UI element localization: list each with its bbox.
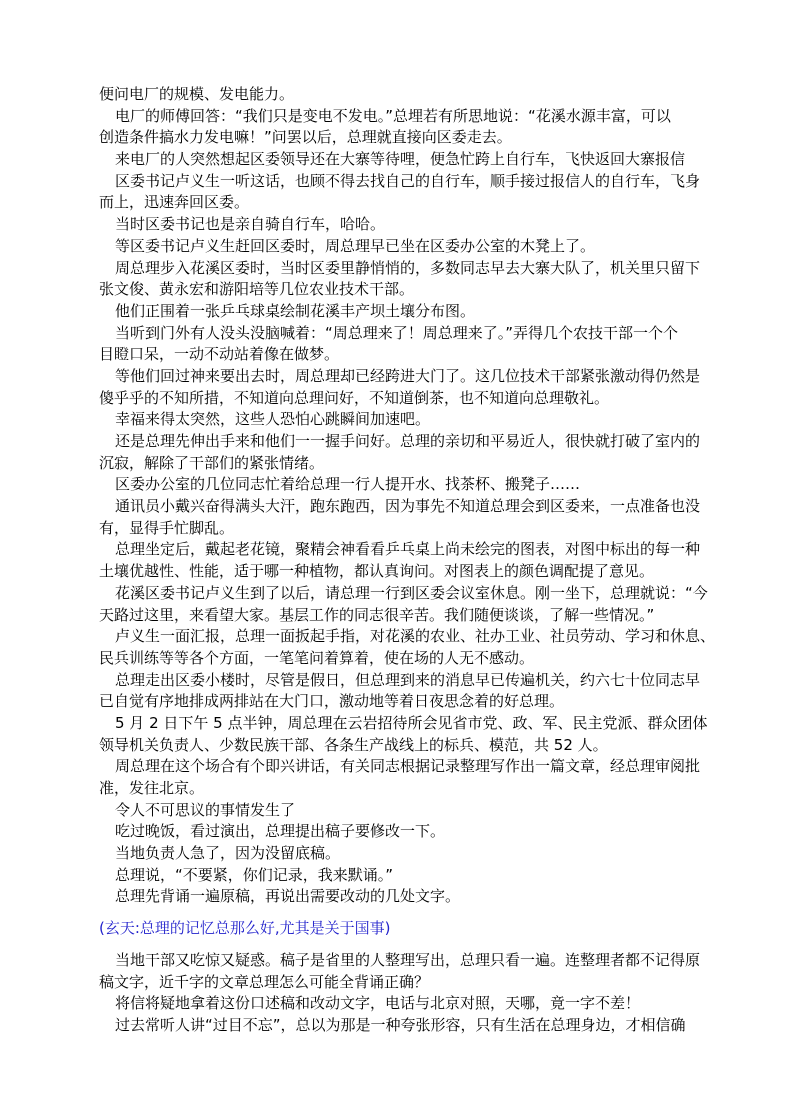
text-line: 已自觉有序地排成两排站在大门口，激动地等着日夜思念着的好总理。 — [99, 692, 565, 711]
text-line: 周总理步入花溪区委时，当时区委里静悄悄的，多数同志早去大寨大队了，机关里只留下 — [115, 258, 701, 277]
text-line: 傻乎乎的不知所措，不知道向总理问好，不知道倒茶，也不知道向总理敬礼。 — [99, 388, 610, 407]
text-line: 他们正围着一张乒乓球桌绘制花溪丰产坝土壤分布图。 — [115, 301, 476, 320]
document-page — [99, 84, 724, 1037]
text-line: 稿文字，近千字的文章总理怎么可能全背诵正确？ — [99, 972, 430, 991]
text-line: 准，发往北京。 — [99, 779, 205, 797]
text-line: 而上，迅速奔回区委。 — [99, 193, 250, 212]
text-line: 当听到门外有人没头没脑喊着：“周总理来了！周总理来了。”弄得几个农技干部一个个 — [115, 323, 679, 342]
text-line: 花溪区委书记卢义生到了以后，请总理一行到区委会议室休息。刚一坐下，总理就说：“今 — [115, 583, 708, 602]
text-line: 沉寂，解除了干部们的紧张情绪。 — [99, 453, 325, 472]
text-line: 当时区委书记也是亲自骑自行车，哈哈。 — [115, 215, 386, 234]
text-line: 总理先背诵一遍原稿，再说出需要改动的几处文字。 — [115, 887, 461, 906]
text-line: 吃过晚饭，看过演出，总理提出稿子要修改一下。 — [115, 822, 446, 841]
text-line: 有，显得手忙脚乱。 — [99, 518, 235, 537]
text-line: 区委书记卢义生一听这话，也顾不得去找自己的自行车，顺手接过报信人的自行车，飞身 — [115, 171, 701, 190]
text-line: 张文俊、黄永宏和游阳培等几位农业技术干部。 — [99, 280, 415, 299]
blank-line — [99, 908, 724, 918]
text-line: 区委办公室的几位同志忙着给总理一行人提开水、找茶杯、搬凳子…… — [115, 475, 581, 494]
blank-line — [99, 940, 724, 950]
text-line: 通讯员小戴兴奋得满头大汗，跑东跑西，因为事先不知道总理会到区委来，一点准备也没 — [115, 497, 701, 516]
text-line: 将信将疑地拿着这份口述稿和改动文字，电话与北京对照，天哪，竟一字不差！ — [115, 994, 641, 1013]
text-line: 民兵训练等等各个方面，一笔笔问着算着，使在场的人无不感动。 — [99, 648, 535, 667]
text-line: 电厂的师傅回答：“我们只是变电不发电。”总埋若有所思地说：“花溪水源丰富，可以 — [115, 106, 671, 125]
text-line: 便问电厂的规模、发电能力。 — [99, 85, 295, 103]
text-line: 当地负责人急了，因为没留底稿。 — [115, 844, 341, 863]
text-line: 领导机关负责人、少数民族干部、各条生产战线上的标兵、模范，共 52 人。 — [99, 735, 608, 754]
text-line: 创造条件搞水力发电嘛！”问罢以后，总理就直接向区委走去。 — [99, 128, 512, 147]
text-line: 目瞪口呆，一动不动站着像在做梦。 — [99, 345, 340, 364]
text-line: 土壤优越性、性能，适于哪一种植物，都认真询问。对图表上的颜色调配提了意见。 — [99, 562, 655, 581]
text-line: 还是总理先伸出手来和他们一一握手问好。总理的亲切和平易近人，很快就打破了室内的 — [115, 432, 701, 450]
text-line: 总理说，“不要紧，你们记录，我来默诵。” — [115, 865, 394, 884]
text-line: 幸福来得太突然，这些人恐怕心跳瞬间加速吧。 — [115, 410, 431, 429]
text-line: 来电厂的人突然想起区委领导还在大寨等待哩，便急忙跨上自行车，飞快返回大寨报信 — [115, 150, 686, 169]
text-line: 总理走出区委小楼时，尽管是假日，但总理到来的消息早已传遍机关，约六七十位同志早 — [115, 670, 701, 689]
text-line: 卢义生一面汇报，总理一面扳起手指，对花溪的农业、社办工业、社员劳动、学习和休息、 — [115, 627, 716, 646]
annotation-note: (玄天:总理的记忆总那么好,尤其是关于国事) — [99, 919, 391, 938]
text-line: 等区委书记卢义生赶回区委时，周总理早已坐在区委办公室的木凳上了。 — [115, 236, 596, 255]
text-line: 令人不可思议的事情发生了 — [115, 800, 296, 819]
text-line: 总理坐定后，戴起老花镜，聚精会神看看乒乓桌上尚未绘完的图表，对图中标出的每一种 — [115, 540, 701, 559]
text-line: 当地干部又吃惊又疑惑。稿子是省里的人整理写出，总理只看一遍。连整理者都不记得原 — [115, 950, 701, 969]
text-line: 过去常听人讲“过目不忘”，总以为那是一种夸张形容，只有生活在总理身边，才相信确 — [115, 1015, 686, 1034]
text-line: 周总理在这个场合有个即兴讲话，有关同志根据记录整理写作出一篇文章，经总理审阅批 — [115, 757, 701, 776]
text-line: 5 月 2 日下午 5 点半钟，周总理在云岩招待所会见省市党、政、军、民主党派、群众团体 — [115, 713, 708, 732]
text-line: 等他们回过神来要出去时，周总理却已经跨进大门了。这几位技术干部紧张激动得仍然是 — [115, 366, 701, 385]
text-line: 天路过这里，来看望大家。基层工作的同志很辛苦。我们随便谈谈，了解一些情况。” — [99, 605, 655, 624]
